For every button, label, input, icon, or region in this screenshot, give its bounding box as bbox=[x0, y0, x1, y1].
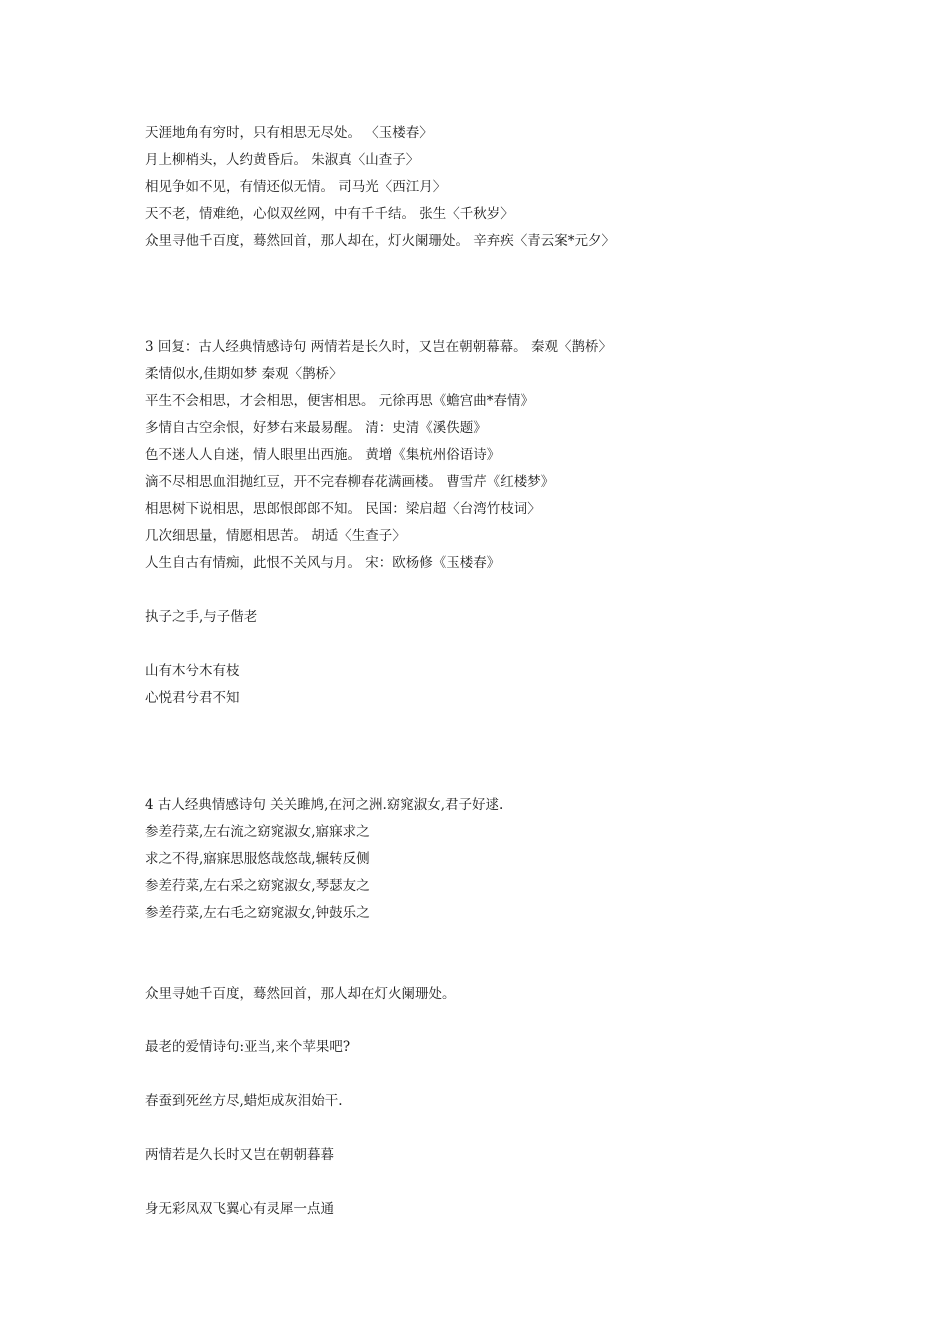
poem-line: 参差荇菜,左右采之窈窕淑女,琴瑟友之 bbox=[145, 878, 370, 894]
poem-line: 执子之手,与子偕老 bbox=[145, 609, 258, 625]
poem-line: 山有木兮木有枝 bbox=[145, 663, 240, 679]
poem-line: 相思树下说相思，思郎恨郎郎不知。 民国：梁启超〈台湾竹枝词〉 bbox=[145, 501, 541, 517]
poem-line: 参差荇菜,左右流之窈窕淑女,寤寐求之 bbox=[145, 824, 370, 840]
poem-line: 几次细思量，情愿相思苦。 胡适〈生查子〉 bbox=[145, 528, 406, 544]
poem-line: 众里寻他千百度，蓦然回首，那人却在，灯火阑珊处。 辛弃疾〈青云案*元夕〉 bbox=[145, 233, 616, 249]
poem-line: 身无彩凤双飞翼心有灵犀一点通 bbox=[145, 1201, 334, 1217]
poem-line: 色不迷人人自迷，情人眼里出西施。 黄增《集杭州俗语诗》 bbox=[145, 447, 501, 463]
poem-line: 最老的爱情诗句:亚当,来个苹果吧? bbox=[145, 1039, 351, 1055]
poem-line: 天涯地角有穷时，只有相思无尽处。 〈玉楼春〉 bbox=[145, 125, 433, 141]
poem-line: 多情自古空余恨，好梦右来最易醒。 清：史清《溪佚题》 bbox=[145, 420, 487, 436]
poem-line: 天不老，情难绝，心似双丝网，中有千千结。 张生〈千秋岁〉 bbox=[145, 206, 514, 222]
poem-line: 春蚕到死丝方尽,蜡炬成灰泪始干. bbox=[145, 1093, 343, 1109]
poem-line: 相见争如不见，有情还似无情。 司马光〈西江月〉 bbox=[145, 179, 447, 195]
poem-line: 参差荇菜,左右毛之窈窕淑女,钟鼓乐之 bbox=[145, 905, 370, 921]
poem-line: 人生自古有情痴，此恨不关风与月。 宋：欧杨修《玉楼春》 bbox=[145, 555, 501, 571]
poem-line: 柔情似水,佳期如梦 秦观〈鹊桥〉 bbox=[145, 366, 343, 382]
poem-line: 月上柳梢头，人约黄昏后。 朱淑真〈山查子〉 bbox=[145, 152, 420, 168]
poem-line: 心悦君兮君不知 bbox=[145, 690, 240, 706]
poem-line: 滴不尽相思血泪抛红豆，开不完春柳春花满画楼。 曹雪芹《红楼梦》 bbox=[145, 474, 555, 490]
poem-line: 求之不得,寤寐思服悠哉悠哉,辗转反侧 bbox=[145, 851, 370, 867]
poem-line: 众里寻她千百度，蓦然回首，那人却在灯火阑珊处。 bbox=[145, 986, 456, 1002]
section-heading: 4 古人经典情感诗句 关关雎鸠,在河之洲.窈窕淑女,君子好逑. bbox=[145, 797, 504, 813]
section-heading: 3 回复：古人经典情感诗句 两情若是长久时，又岂在朝朝幕幕。 秦观〈鹊桥〉 bbox=[145, 339, 612, 355]
poem-line: 平生不会相思，才会相思，便害相思。 元徐再思《蟾宫曲*春情》 bbox=[145, 393, 535, 409]
poem-line: 两情若是久长时又岂在朝朝暮暮 bbox=[145, 1147, 334, 1163]
